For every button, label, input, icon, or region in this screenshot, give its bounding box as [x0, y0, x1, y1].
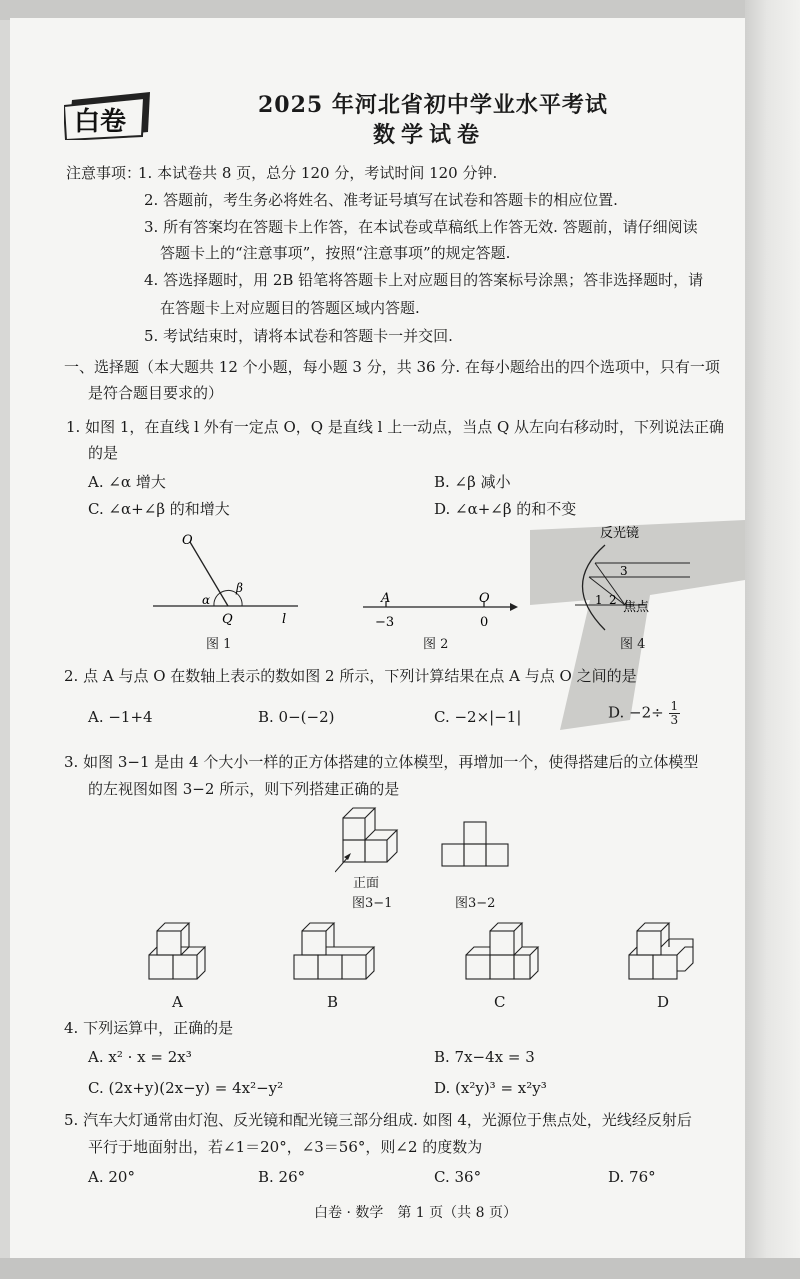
q5-option-c: C. 36°: [434, 1168, 482, 1186]
notice-item-2: 2. 答题前，考生务必将姓名、准考证号填写在试卷和答题卡的相应位置.: [144, 191, 618, 209]
angle-alpha-arc: [214, 593, 220, 606]
page-footer: 白卷 · 数学 第 1 页（共 8 页）: [314, 1205, 517, 1221]
q3-option-a-figure: [145, 915, 215, 990]
q4-stem: 4. 下列运算中，正确的是: [64, 1019, 234, 1037]
q4-option-b: B. 7x−4x = 3: [434, 1048, 535, 1066]
fig4-mirror-label: 反光镜: [600, 526, 640, 541]
fig4-focus-label: 焦点: [623, 600, 650, 615]
q1-option-c: C. ∠α+∠β 的和增大: [88, 500, 230, 518]
fig4-angle-3: 3: [620, 564, 628, 578]
fraction-numerator: 1: [670, 699, 679, 713]
q2-option-d: [608, 700, 680, 727]
q4-option-a: A. x² · x = 2x³: [88, 1048, 192, 1066]
fig2-point-a: A: [381, 591, 391, 606]
fig1-line-label: l: [282, 612, 287, 627]
q3-option-c-figure: [462, 915, 547, 990]
fig4-angle-1: 1: [595, 593, 603, 607]
q3-stem-cont: 的左视图如图 3−2 所示，则下列搭建正确的是: [88, 780, 400, 798]
fig4-angle-2: 2: [609, 593, 617, 607]
q5-stem-cont: 平行于地面射出，若∠1＝20°，∠3＝56°，则∠2 的度数为: [88, 1138, 483, 1156]
notice-item-3-cont: 答题卡上的“注意事项”，按照“注意事项”的规定答题.: [160, 244, 511, 262]
fig2-value-o: 0: [480, 615, 489, 630]
notice-item-4: 4. 答选择题时，用 2B 铅笔将答题卡上对应题目的答案标号涂黑；答非选择题时，请: [144, 271, 704, 289]
q2-stem: 2. 点 A 与点 O 在数轴上表示的数如图 2 所示，下列计算结果在点 A 与点 O 之间的是: [64, 667, 637, 685]
fig2-value-a: −3: [375, 615, 395, 630]
white-paper-badge: [64, 92, 154, 140]
fig2-point-o: O: [479, 591, 490, 606]
scan-bottom-edge: [0, 1258, 800, 1279]
q3-option-d-figure: [625, 915, 705, 990]
number-line-arrow: [510, 603, 518, 611]
q3-stem: 3. 如图 3−1 是由 4 个大小一样的正方体搭建的立体模型，再增加一个，使得搭建后的立体模型: [64, 753, 699, 771]
figure-3-2: [440, 820, 520, 875]
q2-option-c: C. −2×|−1|: [434, 708, 522, 726]
fig1-beta: β: [236, 581, 243, 595]
q4-option-d: D. (x²y)³ = x²y³: [434, 1079, 547, 1097]
fig2-caption: 图 2: [423, 637, 449, 652]
q2-option-a: A. −1+4: [88, 708, 153, 726]
figure-4: [565, 525, 695, 635]
fig1-point-q: Q: [222, 612, 233, 627]
fig1-caption: 图 1: [206, 637, 232, 652]
q3-option-d-label: D: [657, 993, 670, 1011]
scan-right-edge: [745, 0, 800, 1279]
q5-option-b: B. 26°: [258, 1168, 306, 1186]
q1-option-b: B. ∠β 减小: [434, 473, 511, 491]
fig3-1-caption: 图3−1: [352, 896, 393, 911]
fraction-denominator: 3: [670, 713, 679, 727]
q5-stem: 5. 汽车大灯通常由灯泡、反光镜和配光镜三部分组成. 如图 4，光源位于焦点处，光线经反射后: [64, 1111, 692, 1129]
notice-item-5: 5. 考试结束时，请将本试卷和答题卡一并交回.: [144, 327, 453, 345]
badge-text: 白卷: [74, 107, 127, 137]
q2-option-b: B. 0−(−2): [258, 708, 335, 726]
q1-option-d: D. ∠α+∠β 的和不变: [434, 500, 577, 518]
section1-heading: 一、选择题（本大题共 12 个小题，每小题 3 分，共 36 分. 在每小题给出的四个选项中，只有一项: [64, 358, 720, 376]
q5-option-d: D. 76°: [608, 1168, 656, 1186]
q1-stem-cont: 的是: [88, 444, 119, 462]
scan-top-edge: [0, 0, 800, 20]
q3-option-b-label: B: [327, 993, 339, 1011]
exam-subtitle: 数学试卷: [373, 122, 486, 148]
figure-2: [360, 590, 525, 630]
q3-option-a-label: A: [172, 993, 183, 1011]
exam-title: 2025 年河北省初中学业水平考试: [258, 92, 608, 118]
q1-option-a: A. ∠α 增大: [88, 473, 166, 491]
q3-option-c-label: C: [494, 993, 506, 1011]
q2-option-d-text: D. −2÷: [608, 703, 664, 722]
section1-heading-cont: 是符合题目要求的）: [88, 384, 224, 402]
q4-option-c: C. (2x+y)(2x−y) = 4x²−y²: [88, 1079, 284, 1097]
figure-1: [150, 530, 300, 630]
fig1-alpha: α: [202, 593, 211, 607]
fig1-point-o: O: [182, 533, 193, 548]
notice-item-3: 3. 所有答案均在答题卡上作答，在本试卷或草稿纸上作答无效. 答题前，请仔细阅读: [144, 218, 698, 236]
fig3-front-label: 正面: [353, 876, 380, 891]
fig4-caption: 图 4: [620, 637, 646, 652]
notice-item-1: 1. 本试卷共 8 页，总分 120 分，考试时间 120 分钟.: [138, 164, 498, 182]
fig3-2-caption: 图3−2: [455, 896, 496, 911]
q3-option-b-figure: [290, 915, 390, 990]
notice-item-4-cont: 在答题卡上对应题目的答题区域内答题.: [160, 299, 420, 317]
q2-option-d-fraction: [669, 700, 681, 727]
notice-label: 注意事项：: [66, 164, 142, 182]
reflector-curve: [583, 545, 606, 630]
q5-option-a: A. 20°: [88, 1168, 135, 1186]
q1-stem: 1. 如图 1，在直线 l 外有一定点 O，Q 是直线 l 上一动点，当点 Q 从左向右移动时，下列说法正确: [66, 418, 725, 436]
